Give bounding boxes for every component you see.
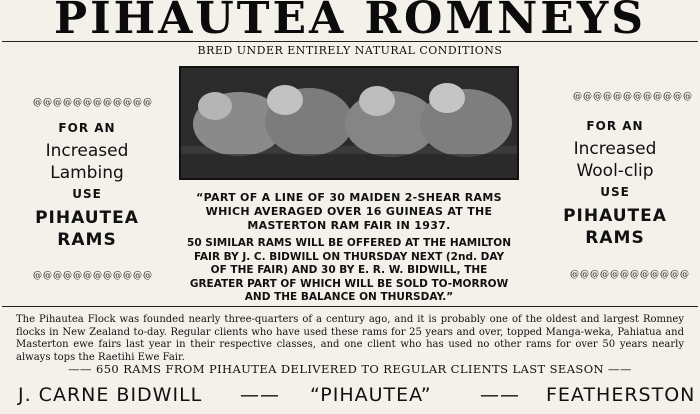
left-line2: Increased	[45, 141, 129, 161]
offer-line1: 50 SIMILAR RAMS WILL BE OFFERED AT THE HAMILTON	[187, 237, 511, 249]
caption-line3: MASTERTON RAM FAIR IN 1937.	[247, 219, 451, 232]
headline-rule	[2, 41, 698, 42]
rams-photo	[179, 66, 519, 180]
left-brand1: PIHAUTEA	[35, 208, 139, 228]
rams-illustration	[181, 68, 517, 178]
left-ornament-bottom: @@@@@@@@@@@@	[33, 271, 153, 281]
offer-line5: AND THE BALANCE ON THURSDAY.”	[244, 291, 454, 303]
left-panel	[12, 121, 162, 251]
footer-dash-right: ——	[480, 384, 520, 406]
caption-line2: WHICH AVERAGED OVER 16 GUINEAS AT THE	[205, 205, 493, 218]
right-ornament-bottom: @@@@@@@@@@@@	[570, 270, 690, 280]
offer-line2: FAIR BY J. C. BIDWILL ON THURSDAY NEXT (2nd. DAY	[193, 250, 505, 263]
season-line: —— 650 RAMS FROM PIHAUTEA DELIVERED TO REGULAR CLIENTS LAST SEASON ——	[68, 362, 632, 376]
right-brand2: RAMS	[585, 228, 645, 248]
left-line1: FOR AN	[58, 121, 116, 135]
right-line2: Increased	[573, 139, 657, 159]
offer-line4: GREATER PART OF WHICH WILL BE SOLD TO-MORROW	[189, 277, 509, 290]
footer-right: FEATHERSTON	[546, 384, 696, 406]
right-line3: Wool-clip	[576, 161, 654, 181]
left-ornament-top: @@@@@@@@@@@@	[33, 98, 153, 108]
offer-line3: OF THE FAIR) AND 30 BY E. R. W. BIDWILL, THE	[210, 264, 488, 276]
ram-1-head	[198, 92, 232, 120]
footer-left: J. CARNE BIDWILL	[18, 384, 203, 406]
ram-2-head	[267, 85, 303, 115]
photo-caption	[180, 191, 518, 233]
offer-text	[172, 237, 526, 305]
right-panel	[540, 119, 690, 249]
right-line4: USE	[600, 185, 630, 199]
subheadline: BRED UNDER ENTIRELY NATURAL CONDITIONS	[197, 44, 503, 57]
ram-4-head	[429, 83, 465, 113]
body-paragraph: The Pihautea Flock was founded nearly three-quarters of a century ago, and it is probably one of the oldest and largest Romney flocks in New Zealand to-day. Regular clients who have used these rams for 25 years and over, topped Manga-weka, Pahiatua and Masterton ewe fairs last year in their respective classes, and one client who has used no other rams for over 50 years nearly always tops the Raetihi Ewe Fair.	[16, 314, 684, 363]
ram-3-head	[359, 86, 395, 116]
right-line1: FOR AN	[586, 119, 644, 133]
left-line3: Lambing	[50, 163, 124, 183]
footer-dash-left: ——	[240, 384, 280, 406]
right-ornament-top: @@@@@@@@@@@@	[573, 92, 693, 102]
right-brand1: PIHAUTEA	[563, 206, 667, 226]
footer-center: “PIHAUTEA”	[310, 384, 432, 406]
caption-line1: “PART OF A LINE OF 30 MAIDEN 2-SHEAR RAMS	[196, 191, 502, 204]
headline: PIHAUTEA ROMNEYS	[53, 0, 647, 44]
left-brand2: RAMS	[57, 230, 117, 250]
body-rule	[2, 306, 698, 307]
left-line4: USE	[72, 187, 102, 201]
